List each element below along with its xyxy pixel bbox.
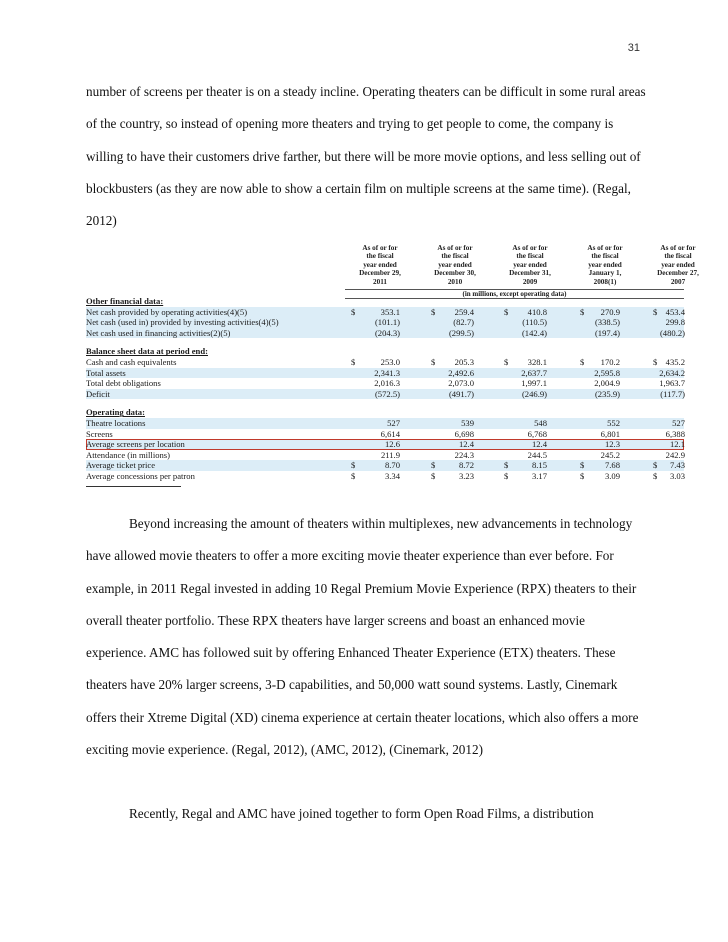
table-cell: 245.2 [600, 449, 620, 460]
table-cell: 7.68 [604, 460, 620, 471]
table-row [86, 378, 684, 389]
table-cell: (491.7) [448, 388, 474, 399]
currency-symbol: $ [504, 306, 509, 317]
column-header-line: As of or for [512, 244, 548, 252]
table-cell: 253.0 [380, 356, 400, 367]
table-row [86, 429, 684, 440]
column-header-line: As of or for [437, 244, 473, 252]
currency-symbol: $ [504, 460, 509, 471]
table-cell: (82.7) [453, 317, 474, 328]
row-label: Cash and cash equivalents [86, 356, 177, 367]
currency-symbol: $ [504, 470, 509, 481]
table-cell: 2,634.2 [659, 367, 685, 378]
table-cell: (142.4) [521, 327, 547, 338]
row-label: Net cash used in financing activities(2)(5) [86, 327, 231, 338]
table-cell: 2,073.0 [448, 378, 474, 389]
column-header-line: the fiscal [664, 252, 692, 261]
table-cell: (246.9) [521, 388, 547, 399]
row-label: Average screens per location [86, 439, 185, 450]
column-header-line: the fiscal [366, 252, 394, 261]
table-cell: 328.1 [527, 356, 547, 367]
row-label: Total debt obligations [86, 378, 161, 389]
currency-symbol: $ [431, 306, 436, 317]
currency-symbol: $ [351, 356, 356, 367]
table-cell: 353.1 [380, 306, 400, 317]
table-cell: 527 [387, 417, 400, 428]
table-cell: 12.3 [604, 439, 620, 450]
table-cell: 170.2 [600, 356, 620, 367]
table-cell: 270.9 [600, 306, 620, 317]
table-row [86, 368, 684, 379]
table-row [86, 460, 684, 471]
column-header-line: 2008(1) [593, 277, 617, 286]
table-cell: (480.2) [659, 327, 685, 338]
table-cell: 12.4 [531, 439, 547, 450]
column-header-3 [498, 244, 562, 286]
section-title: Other financial data: [86, 296, 164, 306]
table-row [86, 328, 684, 339]
currency-symbol: $ [580, 306, 585, 317]
paragraph-3-text: Recently, Regal and AMC have joined together to form Open Road Films, a distribution [129, 806, 594, 821]
row-label: Net cash (used in) provided by investing activities(4)(5) [86, 317, 279, 328]
table-cell: (572.5) [374, 388, 400, 399]
table-cell: 6,614 [380, 428, 400, 439]
table-cell: 8.72 [458, 460, 474, 471]
currency-symbol: $ [580, 470, 585, 481]
table-column-headers [86, 244, 699, 298]
paragraph-3 [86, 798, 646, 830]
page-number: 31 [627, 42, 640, 54]
row-label: Average concessions per patron [86, 470, 195, 481]
column-header-line: year ended [363, 260, 397, 269]
row-label: Average ticket price [86, 460, 156, 471]
table-row [86, 439, 684, 450]
row-label: Net cash provided by operating activities(4)(5) [86, 306, 248, 317]
column-header-line: December 31, [509, 269, 551, 278]
column-header-line: the fiscal [591, 252, 619, 261]
table-cell: (101.1) [374, 317, 400, 328]
table-cell: 12.1 [669, 439, 685, 450]
row-label: Total assets [86, 367, 126, 378]
column-header-line: December 29, [359, 269, 401, 278]
currency-symbol: $ [580, 356, 585, 367]
table-cell: 2,016.3 [374, 378, 400, 389]
column-header-line: year ended [661, 260, 695, 269]
table-cell: 3.17 [531, 470, 547, 481]
table-cell: 552 [607, 417, 620, 428]
table-cell: 6,801 [600, 428, 620, 439]
table-body [86, 296, 684, 482]
paragraph-1 [86, 76, 646, 237]
table-cell: 3.09 [604, 470, 620, 481]
currency-symbol: $ [351, 306, 356, 317]
table-cell: 3.03 [669, 470, 685, 481]
table-cell: 435.2 [665, 356, 685, 367]
table-cell: 8.70 [384, 460, 400, 471]
table-cell: (299.5) [448, 327, 474, 338]
currency-symbol: $ [653, 306, 658, 317]
column-header-line: 2010 [447, 277, 463, 286]
table-cell: 2,637.7 [521, 367, 547, 378]
section-title: Balance sheet data at period end: [86, 346, 208, 357]
table-row [86, 389, 684, 400]
table-cell: (110.5) [522, 317, 547, 328]
column-header-line: 2011 [373, 277, 387, 286]
currency-symbol: $ [351, 460, 356, 471]
section-title: Operating data: [86, 407, 145, 418]
table-cell: 299.8 [665, 317, 685, 328]
column-header-1 [348, 244, 412, 286]
table-cell: 242.9 [665, 449, 685, 460]
table-cell: 12.6 [384, 439, 400, 450]
table-cell: 2,595.8 [594, 367, 620, 378]
table-cell: 259.4 [454, 306, 474, 317]
paragraph-1-text: number of screens per theater is on a steady incline. Operating theaters can be difficult in some rural areas of the country, so instead of opening more theaters and trying to get people to come, the company is willing to have their customers drive farther, but there will be more movie options, and less selling out of blockbusters (as they are now able to show a certain film on multiple screens at the same time). (Regal, 2012) [86, 84, 646, 229]
table-row [86, 450, 684, 461]
currency-symbol: $ [580, 460, 585, 471]
table-cell: 1,997.1 [521, 378, 547, 389]
table-cell: 6,698 [454, 428, 474, 439]
table-cell: 410.8 [527, 306, 547, 317]
section-gap [86, 338, 684, 346]
row-label: Attendance (in millions) [86, 449, 171, 460]
table-cell: (235.9) [594, 388, 620, 399]
row-label: Screens [86, 428, 113, 439]
currency-symbol: $ [653, 470, 658, 481]
table-row [86, 357, 684, 368]
table-cell: 2,492.6 [448, 367, 474, 378]
table-cell: 6,388 [665, 428, 685, 439]
table-footnote-rule [86, 486, 181, 487]
table-cell: 527 [672, 417, 685, 428]
table-cell: 8.15 [531, 460, 547, 471]
column-header-5 [646, 244, 710, 286]
column-header-line: As of or for [660, 244, 696, 252]
column-header-line: December 30, [434, 269, 476, 278]
table-row [86, 418, 684, 429]
table-cell: (197.4) [594, 327, 620, 338]
paragraph-2-text: Beyond increasing the amount of theaters within multiplexes, new advancements in technology have allowed movie theaters to offer a more exciting movie theater experience than ever before. For example, in 2011 Regal invested in adding 10 Regal Premium Movie Experience (RPX) theaters to their overall theater portfolio. These RPX theaters have larger screens and boast an enhanced movie experience. AMC has followed suit by offering Enhanced Theater Experience (ETX) theaters. These theaters have 20% larger screens, 3-D capabilities, and 50,000 watt sound systems. Lastly, Cinemark offers their Xtreme Digital (XD) cinema experience at certain theater locations, which also offers a more exciting movie experience. (Regal, 2012), (AMC, 2012), (Cinemark, 2012) [86, 516, 639, 758]
table-cell: (338.5) [594, 317, 620, 328]
currency-symbol: $ [653, 356, 658, 367]
table-cell: 244.5 [527, 449, 547, 460]
table-cell: 453.4 [665, 306, 685, 317]
currency-symbol: $ [431, 460, 436, 471]
table-cell: (117.7) [660, 388, 685, 399]
table-cell: 6,768 [527, 428, 547, 439]
table-row [86, 307, 684, 318]
column-header-line: year ended [438, 260, 472, 269]
unit-note: (in millions, except operating data) [345, 290, 684, 299]
table-cell: 3.23 [458, 470, 474, 481]
column-header-line: January 1, [588, 269, 622, 278]
financial-data-table [86, 244, 699, 487]
column-header-2 [423, 244, 487, 286]
column-header-line: December 27, [657, 269, 699, 278]
table-cell: 224.3 [454, 449, 474, 460]
table-cell: 1,963.7 [659, 378, 685, 389]
table-cell: 211.9 [380, 449, 400, 460]
column-header-line: the fiscal [516, 252, 544, 261]
column-header-4 [573, 244, 637, 286]
column-header-line: year ended [513, 260, 547, 269]
row-label: Theatre locations [86, 417, 146, 428]
column-header-line: year ended [588, 260, 622, 269]
column-header-line: As of or for [362, 244, 398, 252]
table-cell: 205.3 [454, 356, 474, 367]
section-gap [86, 399, 684, 407]
table-cell: 7.43 [669, 460, 685, 471]
table-cell: 3.34 [384, 470, 400, 481]
table-cell: 12.4 [458, 439, 474, 450]
table-cell: 2,004.9 [594, 378, 620, 389]
currency-symbol: $ [431, 356, 436, 367]
currency-symbol: $ [653, 460, 658, 471]
column-header-line: 2007 [670, 277, 686, 286]
column-header-line: 2009 [522, 277, 538, 286]
column-header-line: the fiscal [441, 252, 469, 261]
table-cell: 548 [534, 417, 547, 428]
table-cell: 2,341.3 [374, 367, 400, 378]
currency-symbol: $ [504, 356, 509, 367]
currency-symbol: $ [431, 470, 436, 481]
table-cell: 539 [461, 417, 474, 428]
table-cell: (204.3) [374, 327, 400, 338]
currency-symbol: $ [351, 470, 356, 481]
table-row [86, 471, 684, 482]
column-header-line: As of or for [587, 244, 623, 252]
row-label: Deficit [86, 388, 110, 399]
paragraph-2 [86, 508, 646, 766]
table-row [86, 317, 684, 328]
